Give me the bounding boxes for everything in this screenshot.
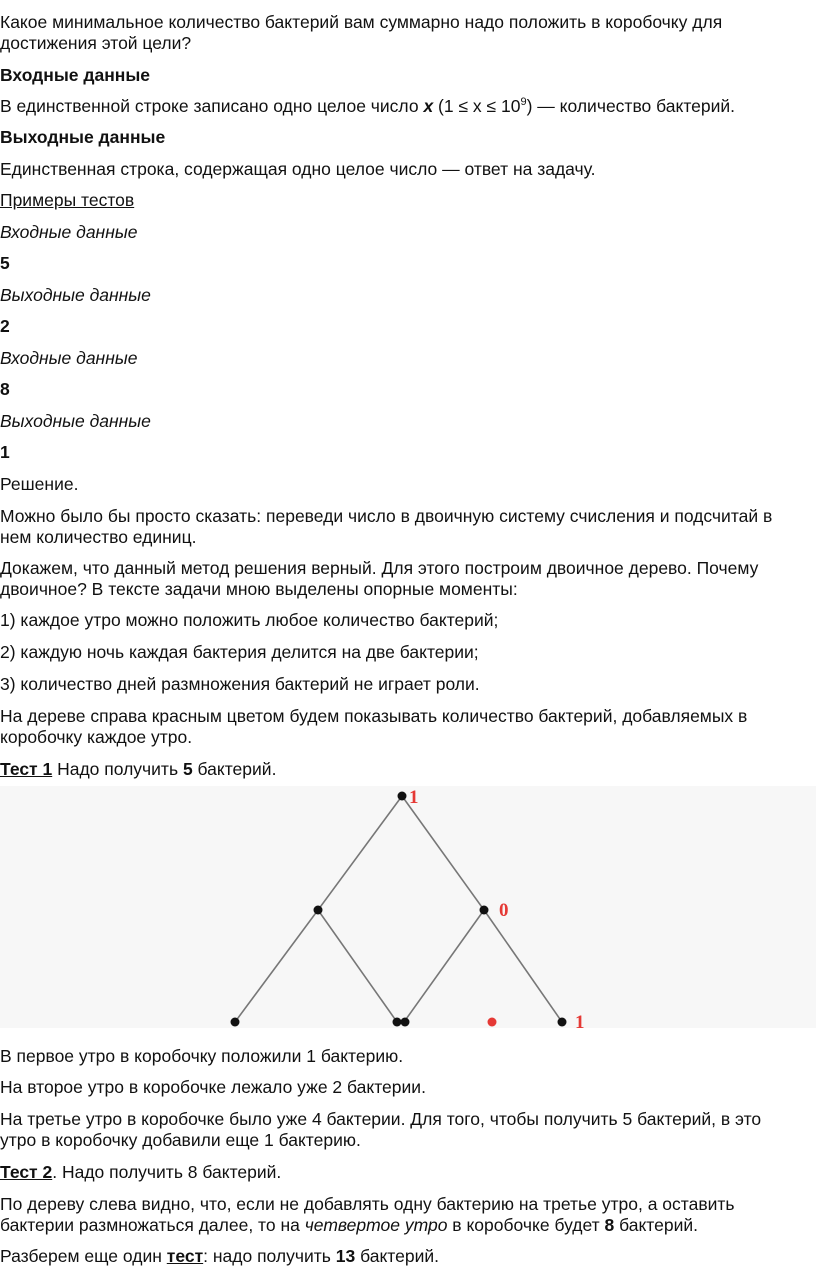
solution-point-1: 1) каждое утро можно положить любое количество бактерий; (0, 610, 499, 630)
solution-point-3: 3) количество дней размножения бактерий не играет роли. (0, 674, 480, 694)
solution-point-2: 2) каждую ночь каждая бактерия делится на две бактерии; (0, 642, 479, 662)
test-1-number: 5 (182, 759, 193, 779)
tree-node-root (398, 792, 407, 801)
morning-1-text: В первое утро в коробочку положили 1 бактерию. (0, 1046, 404, 1066)
intro-line-2: достижения этой цели? (0, 33, 192, 53)
tree-edge (235, 910, 318, 1022)
tree-left-line-2: бактерии размножаться далее, то на четвертое утро в коробочке будет 8 бактерий. (0, 1215, 699, 1235)
example-1-output-label: Выходные данные (0, 285, 151, 305)
tree-edge (402, 796, 484, 910)
tree-node (393, 1018, 402, 1027)
test-2-line: Тест 2. Надо получить 8 бактерий. (0, 1162, 282, 1182)
test-3-line: Разберем еще один тест: надо получить 13 бактерий. (0, 1246, 440, 1266)
example-1-input-value: 5 (0, 253, 10, 273)
output-description: Единственная строка, содержащая одно целое число — ответ на задачу. (0, 159, 596, 179)
morning-2-text: На второе утро в коробочке лежало уже 2 бактерии. (0, 1077, 426, 1097)
solution-p3-line-2: коробочку каждое утро. (0, 727, 193, 747)
test-1-label: Тест 1 (0, 759, 53, 779)
example-1-input-label: Входные данные (0, 222, 138, 242)
example-2-output-label: Выходные данные (0, 411, 151, 431)
solution-p1-line-1: Можно было бы просто сказать: переведи число в двоичную систему счисления и подсчитай в (0, 506, 773, 526)
tree-node (401, 1018, 410, 1027)
input-description: В единственной строке записано одно целое число x $(1 \le x \le 10^9)$ — количество бактерий. (0, 96, 736, 116)
intro-line-1: Какое минимальное количество бактерий вам суммарно надо положить в коробочку для (0, 12, 723, 32)
tree-label-leaf: 1 (575, 1012, 585, 1028)
binary-tree-figure (0, 786, 816, 1028)
solution-p2-line-2: двоичное? В тексте задачи мною выделены опорные моменты: (0, 579, 518, 599)
morning-3-line-2: утро в коробочку добавили еще 1 бактерию. (0, 1130, 361, 1150)
solution-p2-line-1: Докажем, что данный метод решения верный. Для этого построим двоичное дерево. Почему (0, 558, 759, 578)
variable-x: x (423, 96, 434, 116)
tree-edge (318, 910, 397, 1022)
tree-edge (318, 796, 402, 910)
test-2-label: Тест 2 (0, 1162, 53, 1182)
example-2-output-value: 1 (0, 442, 10, 462)
output-heading: Выходные данные (0, 127, 166, 147)
example-2-input-label: Входные данные (0, 348, 138, 368)
tree-node (480, 906, 489, 915)
solution-p3-line-1: На дереве справа красным цветом будем показывать количество бактерий, добавляемых в (0, 706, 748, 726)
morning-3-line-1: На третье утро в коробочке было уже 4 бактерии. Для того, чтобы получить 5 бактерий, в это (0, 1109, 762, 1129)
example-2-input-value: 8 (0, 379, 10, 399)
tree-node (314, 906, 323, 915)
example-1-output-value: 2 (0, 316, 10, 336)
tree-edge (404, 910, 484, 1022)
added-bacteria-marker (488, 1018, 497, 1027)
solution-p1-line-2: нем количество единиц. (0, 527, 197, 547)
test-1-line: Тест 1 Надо получить 5 бактерий. (0, 759, 277, 779)
input-heading: Входные данные (0, 65, 151, 85)
examples-title: Примеры тестов (0, 190, 135, 210)
tree-label-mid: 0 (499, 900, 509, 921)
solution-title: Решение. (0, 474, 79, 494)
tree-left-line-1: По дереву слева видно, что, если не добавлять одну бактерию на третье утро, а оставить (0, 1194, 735, 1214)
tree-node (558, 1018, 567, 1027)
tree-node (231, 1018, 240, 1027)
binary-tree-diagram (0, 786, 816, 1028)
tree-label-root: 1 (409, 787, 419, 808)
tree-edge (484, 910, 562, 1022)
test-3-label: тест (166, 1246, 204, 1266)
